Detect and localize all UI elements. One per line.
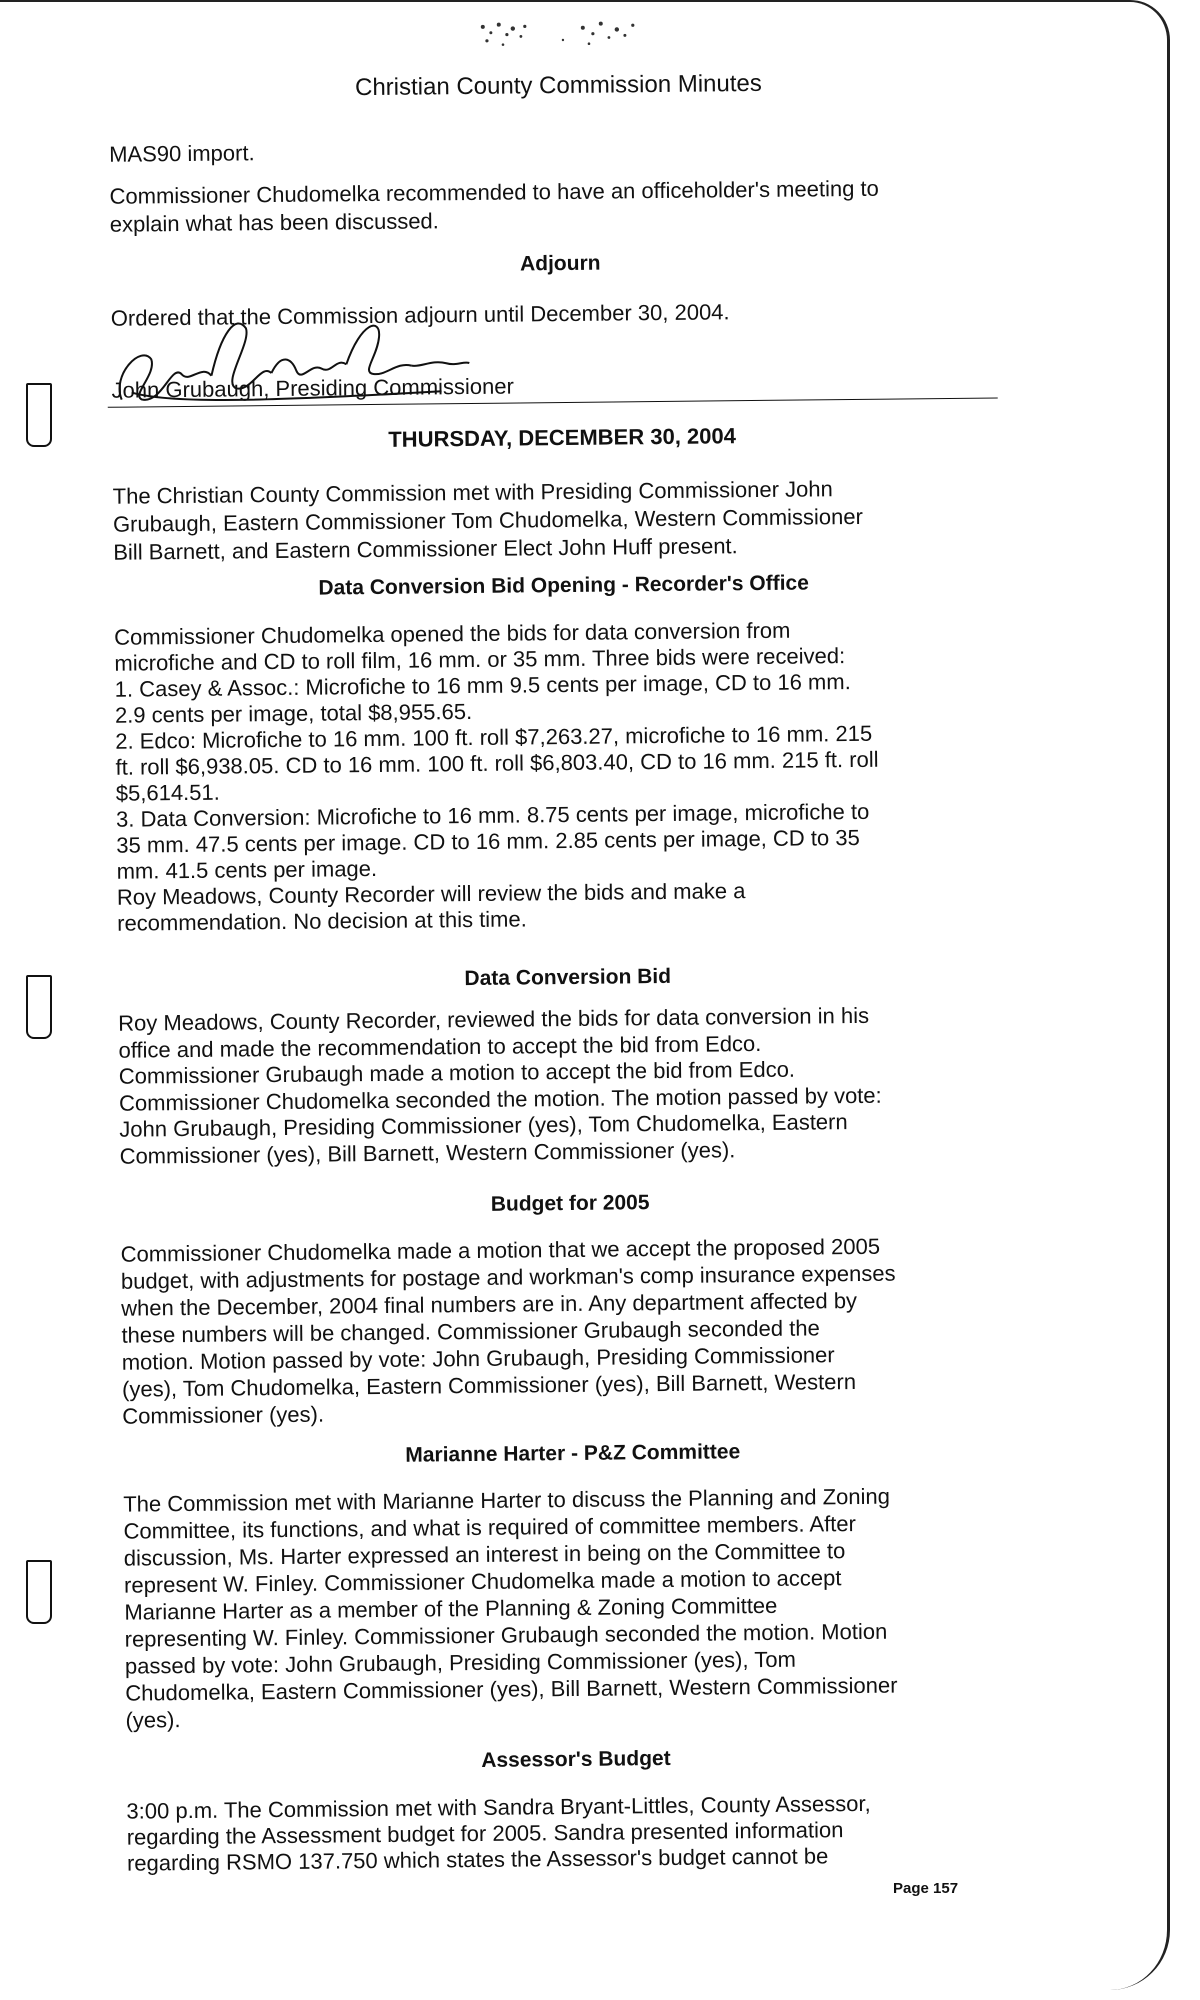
text-line: Commissioner Chudomelka seconded the motion. The motion passed by vote:: [118, 1082, 882, 1116]
text-line: Bill Barnett, and Eastern Commissioner Elect John Huff present.: [113, 533, 738, 565]
text-line: 3:00 p.m. The Commission met with Sandra Bryant-Littles, County Assessor,: [126, 1790, 871, 1824]
signer-name: John Grubaugh, Presiding Commissioner: [111, 373, 515, 403]
section-heading: Marianne Harter - P&Z Committee: [405, 1440, 741, 1467]
text-line: Commissioner Chudomelka recommended to have an officeholder's meeting to: [109, 175, 879, 209]
adjourn-heading: Adjourn: [519, 251, 601, 276]
text-line: 35 mm. 47.5 cents per image. CD to 16 mm. 2.85 cents per image, CD to 35: [116, 824, 860, 858]
page-number: Page 157: [893, 1880, 959, 1897]
text-line: Chudomelka, Eastern Commissioner (yes), Bill Barnett, Western Commissioner: [125, 1672, 898, 1706]
text-line: office and made the recommendation to accept the bid from Edco.: [118, 1030, 762, 1063]
text-line: represent W. Finley. Commissioner Chudomelka made a motion to accept: [123, 1565, 842, 1598]
section-heading: Assessor's Budget: [481, 1746, 671, 1772]
text-line: microfiche and CD to roll film, 16 mm. or 35 mm. Three bids were received:: [114, 643, 846, 676]
binder-hole-bottom: [26, 1560, 52, 1624]
section-body: [114, 616, 997, 937]
binder-hole-middle: [26, 975, 52, 1039]
binder-hole-top: [26, 383, 52, 447]
text-line: 1. Casey & Assoc.: Microfiche to 16 mm 9.5 cents per image, CD to 16 mm.: [114, 669, 851, 702]
text-line: Marianne Harter as a member of the Planning & Zoning Committee: [124, 1592, 778, 1625]
text-line: passed by vote: John Grubaugh, Presiding Commissioner (yes), Tom: [124, 1646, 796, 1679]
text-line: $5,614.51.: [115, 779, 220, 806]
text-line: budget, with adjustments for postage and workman's comp insurance expenses: [120, 1260, 896, 1294]
text-line: 3. Data Conversion: Microfiche to 16 mm. 8.75 cents per image, microfiche to: [115, 798, 870, 832]
text-line: recommendation. No decision at this time.: [117, 906, 527, 936]
adjourn-text: Ordered that the Commission adjourn until December 30, 2004.: [110, 299, 730, 331]
text-line: discussion, Ms. Harter expressed an interest in being on the Committee to: [123, 1538, 846, 1571]
page-title: Christian County Commission Minutes: [354, 69, 762, 102]
date-heading: THURSDAY, DECEMBER 30, 2004: [388, 423, 737, 452]
text-line: The Christian County Commission met with Presiding Commissioner John: [112, 476, 833, 509]
recommendation-paragraph: [109, 174, 990, 239]
attendance-paragraph: [113, 474, 994, 567]
text-line: Commissioner Chudomelka opened the bids for data conversion from: [114, 617, 791, 650]
section-body: [126, 1789, 1007, 1876]
text-line: Commissioner Chudomelka made a motion that we accept the proposed 2005: [120, 1233, 881, 1267]
text-line: Roy Meadows, County Recorder, reviewed the bids for data conversion in his: [118, 1002, 870, 1036]
section-heading: Data Conversion Bid Opening - Recorder's Office: [318, 571, 809, 600]
section-body: [120, 1231, 1002, 1429]
text-line: Grubaugh, Eastern Commissioner Tom Chudomelka, Western Commissioner: [112, 503, 864, 537]
text-line: ft. roll $6,938.05. CD to 16 mm. 100 ft. roll $6,803.40, CD to 16 mm. 215 ft. roll: [115, 746, 879, 780]
continued-text: MAS90 import.: [108, 140, 255, 167]
section-body: [118, 1001, 1000, 1169]
text-line: Commissioner (yes), Bill Barnett, Western Commissioner (yes).: [119, 1136, 736, 1169]
text-line: The Commission met with Marianne Harter to discuss the Planning and Zoning: [123, 1483, 891, 1517]
text-line: 2.9 cents per image, total $8,955.65.: [114, 698, 473, 728]
text-line: Commissioner (yes).: [122, 1401, 325, 1429]
section-body: [123, 1481, 1005, 1733]
text-line: representing W. Finley. Commissioner Grubaugh seconded the motion. Motion: [124, 1618, 888, 1652]
text-line: (yes), Tom Chudomelka, Eastern Commissioner (yes), Bill Barnett, Western: [121, 1369, 857, 1402]
text-line: Committee, its functions, and what is required of committee members. After: [123, 1511, 857, 1544]
text-line: regarding RSMO 137.750 which states the Assessor's budget cannot be: [126, 1843, 829, 1876]
text-line: regarding the Assessment budget for 2005. Sandra presented information: [126, 1817, 844, 1850]
text-line: 2. Edco: Microfiche to 16 mm. 100 ft. roll $7,263.27, microfiche to 16 mm. 215: [115, 720, 873, 754]
section-heading: Data Conversion Bid: [464, 964, 672, 991]
text-line: Commissioner Grubaugh made a motion to accept the bid from Edco.: [118, 1056, 796, 1089]
seal-stamp: [463, 13, 663, 59]
text-line: (yes).: [125, 1707, 181, 1733]
section-heading: Budget for 2005: [490, 1191, 650, 1216]
text-line: explain what has been discussed.: [109, 208, 439, 237]
text-line: mm. 41.5 cents per image.: [116, 855, 378, 884]
text-line: Roy Meadows, County Recorder will review the bids and make a: [116, 878, 746, 910]
text-line: John Grubaugh, Presiding Commissioner (yes), Tom Chudomelka, Eastern: [119, 1109, 848, 1142]
text-line: when the December, 2004 final numbers are in. Any department affected by: [121, 1287, 858, 1321]
text-line: these numbers will be changed. Commissioner Grubaugh seconded the: [121, 1315, 820, 1348]
text-line: motion. Motion passed by vote: John Grubaugh, Presiding Commissioner: [121, 1342, 835, 1375]
